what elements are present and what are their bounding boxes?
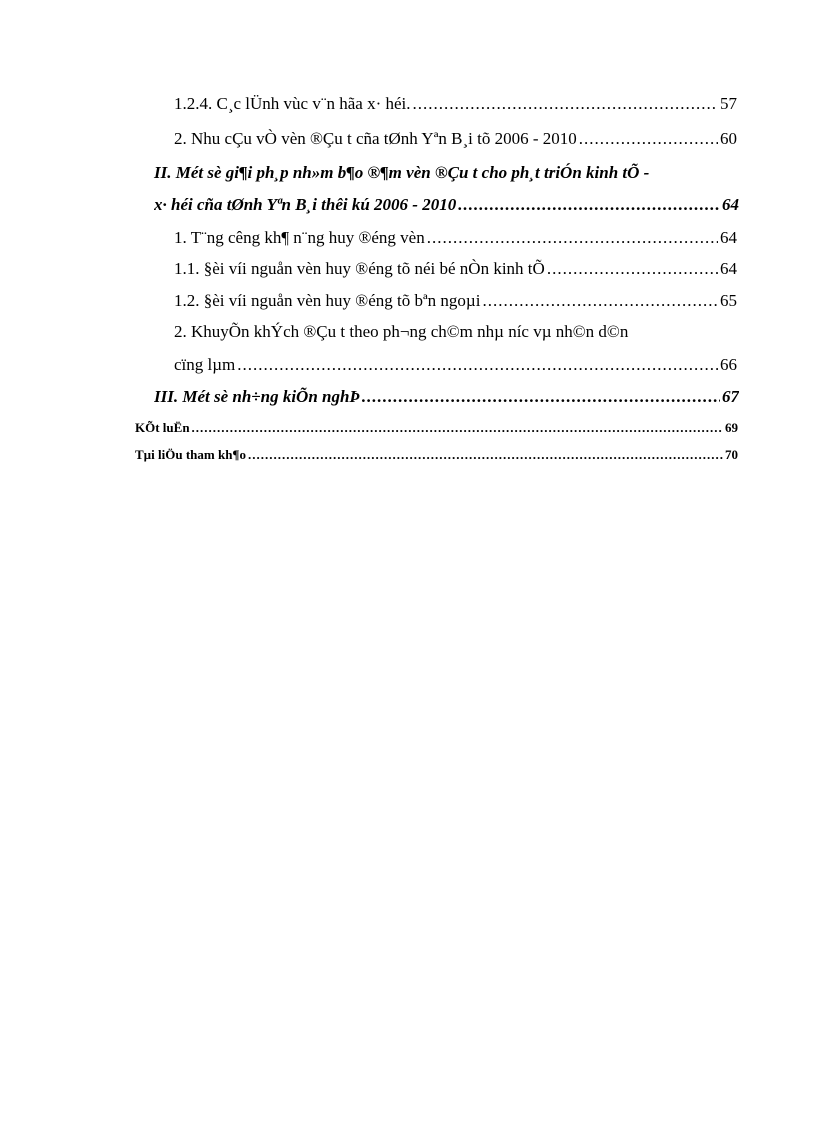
toc-entry-title: 1. T¨ng cêng kh¶ n¨ng huy ®éng vèn (174, 228, 425, 247)
toc-entry-2-nhu-cau[interactable] (174, 129, 737, 149)
toc-leader-dots (427, 228, 718, 248)
toc-leader-dots (237, 355, 718, 375)
toc-entry-tai-lieu[interactable] (135, 447, 738, 463)
toc-entry-title: 1.1. §èi víi nguån vèn huy ®éng tõ néi bé nÒn kinh tÕ (174, 259, 545, 278)
toc-page-number: 64 (720, 259, 737, 278)
toc-page-number: 57 (720, 94, 737, 113)
toc-leader-dots (547, 259, 718, 279)
toc-entry-title: KÕt luËn (135, 420, 190, 435)
toc-leader-dots (192, 420, 723, 436)
toc-leader-dots (458, 195, 720, 215)
toc-entry-II[interactable] (154, 195, 739, 215)
toc-entry-II-line1[interactable]: II. Mét sè gi¶i ph¸p nh»m b¶o ®¶m vèn ®Çu t cho ph¸t triÓn kinh tÕ - (154, 163, 650, 182)
toc-leader-dots (248, 447, 723, 463)
toc-entry-2-khuyen-khich-line1[interactable]: 2. KhuyÕn khÝch ®Çu t theo ph¬ng ch©m nhµ níc vµ nh©n d©n (174, 322, 629, 341)
toc-leader-dots (579, 129, 718, 149)
toc-entry-title: 1.2. §èi víi nguån vèn huy ®éng tõ bªn ngoµi (174, 291, 481, 310)
toc-entry-ket-luan[interactable] (135, 420, 738, 436)
toc-leader-dots (362, 387, 720, 407)
toc-leader-dots (413, 94, 718, 114)
toc-leader-dots (482, 291, 718, 311)
toc-page-number: 69 (725, 420, 738, 435)
toc-entry-title: 1.2.4. C¸c lÜnh vùc v¨n hãa x· héi. (174, 94, 411, 113)
toc-page-number: 64 (722, 195, 739, 214)
toc-page-number: 65 (720, 291, 737, 310)
toc-entry-title: III. Mét sè nh÷ng kiÕn nghÞ (154, 387, 360, 406)
toc-page-number: 60 (720, 129, 737, 148)
toc-page-number: 66 (720, 355, 737, 374)
toc-entry-1-2[interactable] (174, 291, 737, 311)
toc-page-number: 67 (722, 387, 739, 406)
toc-entry-title: Tµi liÖu tham kh¶o (135, 447, 246, 462)
toc-entry-III[interactable] (154, 387, 739, 407)
toc-page-number: 70 (725, 447, 738, 462)
toc-entry-title: cïng lµm (174, 355, 236, 374)
toc-entry-title: 2. Nhu cÇu vÒ vèn ®Çu t cña tØnh Yªn B¸i tõ 2006 - 2010 (174, 129, 577, 148)
toc-entry-1-2-4[interactable] (174, 94, 737, 114)
toc-entry-1-tang-cuong[interactable] (174, 228, 737, 248)
toc-entry-2-khuyen-khich[interactable] (174, 355, 737, 375)
toc-page-number: 64 (720, 228, 737, 247)
toc-entry-title: x· héi cña tØnh Yªn B¸i thêi kú 2006 - 2010 (154, 195, 457, 214)
toc-entry-1-1[interactable] (174, 259, 737, 279)
